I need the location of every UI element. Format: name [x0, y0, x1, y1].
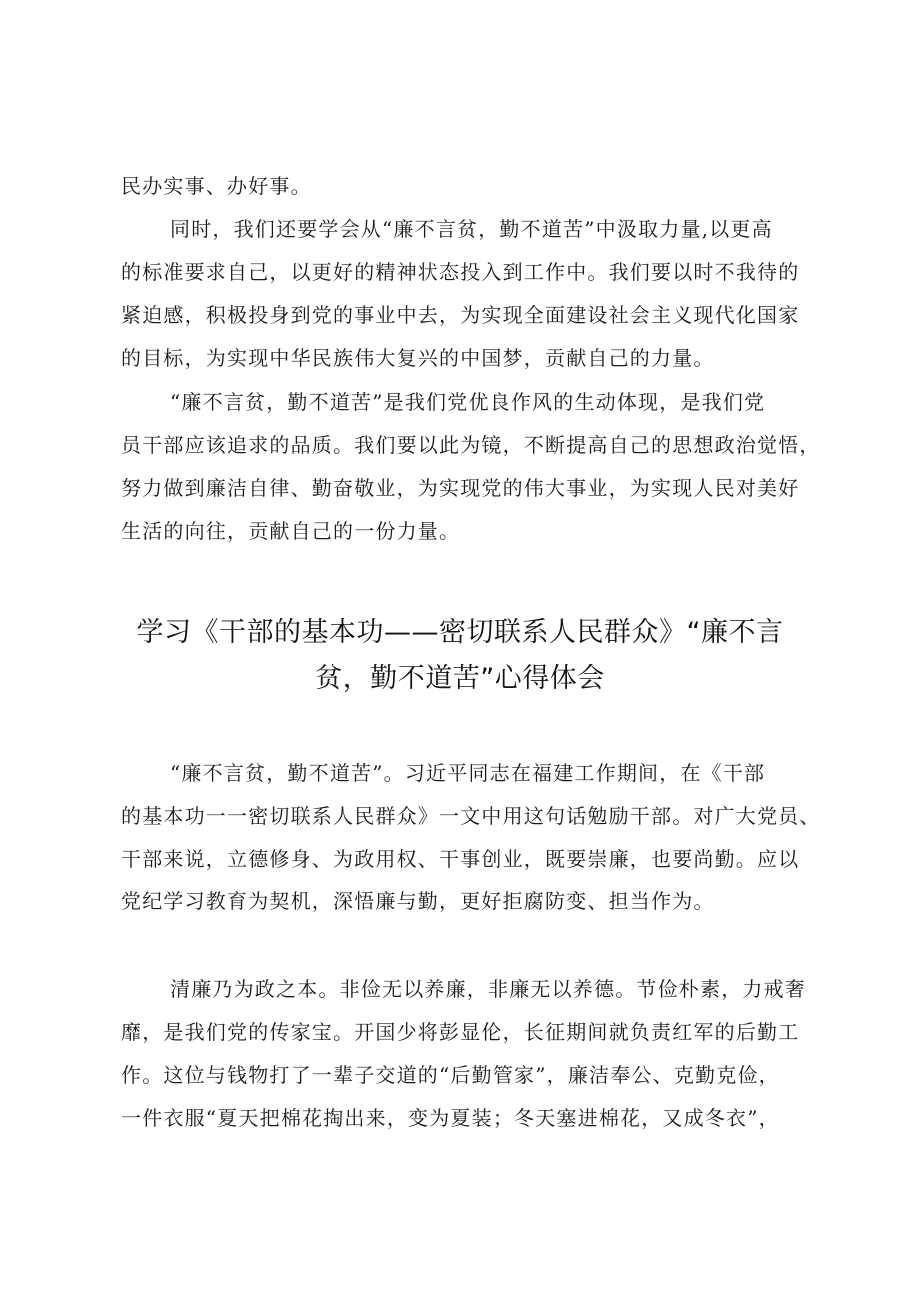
paragraph-line: 民办实事、办好事。 — [121, 174, 312, 198]
paragraph-line: 一件衣服“夏天把棉花掏出来，变为夏装；冬天塞进棉花，又成冬衣”， — [121, 1106, 780, 1130]
paragraph-line: “廉不言贫，勤不道苦”是我们党优良作风的生动体现，是我们党 — [170, 390, 766, 414]
paragraph-line: 努力做到廉洁自律、勤奋敬业，为实现党的伟大事业，为实现人民对美好 — [121, 476, 800, 500]
paragraph-line: 员干部应该追求的品质。我们要以此为镜，不断提高自己的思想政治觉悟， — [121, 433, 821, 457]
paragraph-line: “廉不言贫，勤不道苦”。习近平同志在福建工作期间，在《干部 — [170, 761, 766, 785]
paragraph-line: 党纪学习教育为契机，深悟廉与勤，更好拒腐防变、担当作为。 — [121, 889, 715, 913]
paragraph-line: 的基本功一一密切联系人民群众》一文中用这句话勉励干部。对广大党员、 — [121, 804, 821, 828]
paragraph-line: 靡，是我们党的传家宝。开国少将彭显伦，长征期间就负责红军的后勤工 — [121, 1020, 800, 1044]
paragraph-line: 清廉乃为政之本。非俭无以养廉，非廉无以养德。节俭朴素，力戒奢 — [170, 977, 806, 1001]
paragraph-line: 紧迫感，积极投身到党的事业中去，为实现全面建设社会主义现代化国家 — [121, 303, 800, 327]
paragraph-line: 的标准要求自己，以更好的精神状态投入到工作中。我们要以时不我待的 — [121, 260, 800, 284]
paragraph-line: 作。这位与钱物打了一辈子交道的“后勤管家”，廉洁奉公、克勤克俭， — [121, 1063, 780, 1087]
paragraph-line: 的目标，为实现中华民族伟大复兴的中国梦，贡献自己的力量。 — [121, 346, 715, 370]
article-title-line-1: 学习《干部的基本功——密切联系人民群众》“廉不言 — [136, 617, 784, 648]
paragraph-line: 同时，我们还要学会从“廉不言贫，勤不道苦”中汲取力量,以更高 — [170, 217, 773, 241]
paragraph-line: 生活的向往，贡献自己的一份力量。 — [121, 519, 461, 543]
article-title-line-2: 贫，勤不道苦”心得体会 — [315, 663, 605, 694]
paragraph-line: 干部来说，立德修身、为政用权、干事创业，既要崇廉，也要尚勤。应以 — [121, 847, 800, 871]
